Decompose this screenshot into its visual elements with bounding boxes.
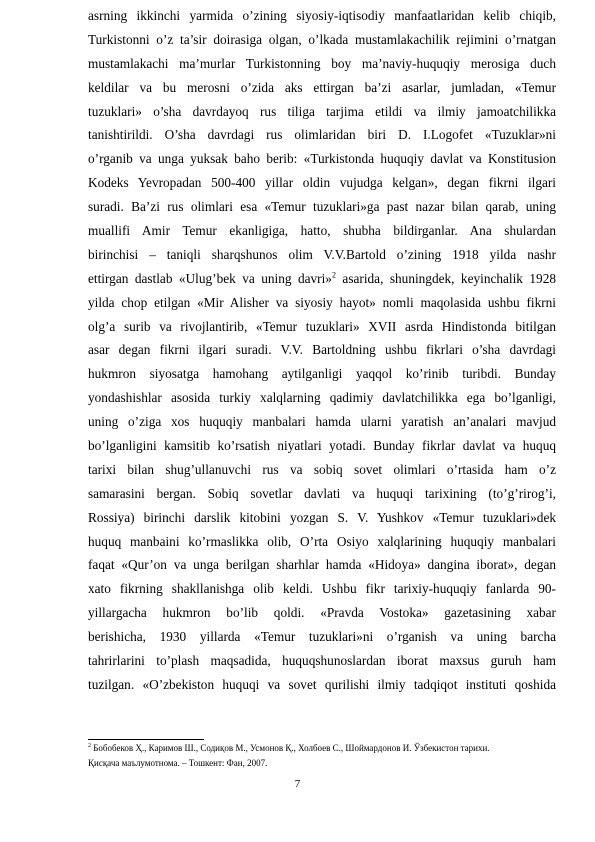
footnote-line <box>88 741 556 756</box>
footnote-number: 2 <box>88 743 91 749</box>
text-line: yondashishlar asosida turkiy xalqlarning qadimiy davlatchilikka ega bo’lganligi, <box>88 390 556 406</box>
body-text <box>88 4 556 697</box>
footnote <box>88 741 556 770</box>
footnote-divider <box>88 739 204 740</box>
text-line: muallifi Amir Temur ekanligiga, hatto, shubha bildirganlar. Ana shulardan <box>88 223 556 239</box>
text-line: bo’lganligini kamsitib ko’rsatish niyatlari yotadi. Bunday fikrlar davlat va huquq <box>88 438 556 454</box>
line-text-head: ettirgan dastlab «Ulug’bek va uning davri» <box>88 270 332 286</box>
line-text-tail: asarida, shuningdek, keyinchalik 1928 <box>335 270 556 286</box>
text-line: Rossiya) birinchi darslik kitobini yozgan S. V. Yushkov «Temur tuzuklari»dek <box>88 509 556 525</box>
text-line: samarasini bergan. Sobiq sovetlar davlati va huquqi tarixining (to’g’rirog’i, <box>88 485 556 501</box>
text-line: berishicha, 1930 yillarda «Temur tuzuklari»ni o’rganish va uning barcha <box>88 629 556 645</box>
text-line: olg’a surib va rivojlantirib, «Temur tuzuklari» XVII asrda Hindistonda bitilgan <box>88 318 556 334</box>
text-line: hukmron siyosatga hamohang aytilganligi yaqqol ko’rinib turibdi. Bunday <box>88 366 556 382</box>
text-line: asrning ikkinchi yarmida o’zining siyosiy-iqtisodiy manfaatlaridan kelib chiqib, <box>88 8 556 23</box>
text-line: yillargacha hukmron bo’lib qoldi. «Pravda Vostoka» gazetasining xabar <box>88 605 556 621</box>
text-line: Kodeks Yevropadan 500-400 yillar oldin vujudga kelgan», degan fikrni ilgari <box>88 175 556 191</box>
page-number: 7 <box>294 778 301 790</box>
text-line: asar degan fikrni ilgari suradi. V.V. Bartoldning ushbu fikrlari o’sha davrdagi <box>88 342 556 358</box>
text-line: tahrirlarini to’plash maqsadida, huquqshunoslardan iborat maxsus guruh ham <box>88 653 556 669</box>
text-line: huquq manbaini ko’rmaslikka olib, O’rta Osiyo xalqlarining huquqiy manbalari <box>88 533 556 549</box>
text-line: tuzuklari» o’sha davrdayoq rus tiliga tarjima etildi va ilmiy jamoatchilikka <box>88 103 556 119</box>
text-line: birinchisi – taniqli sharqshunos olim V.V.Bartold o’zining 1918 yilda nashr <box>88 246 556 262</box>
text-line: mustamlakachi ma’murlar Turkistonning boy ma’naviy-huquqiy merosiga duch <box>88 55 556 71</box>
text-line: tuzilgan. «O’zbekiston huquqi va sovet qurilishi ilmiy tadqiqot instituti qoshida <box>88 676 556 692</box>
text-line: xato fikrning shakllanishga olib keldi. Ushbu fikr tarixiy-huquqiy fanlarda 90- <box>88 581 556 597</box>
text-line: yilda chop etilgan «Mir Alisher va siyosiy hayot» nomli maqolasida ushbu fikrni <box>88 294 556 310</box>
text-line: suradi. Ba’zi rus olimlari esa «Temur tuzuklari»ga past nazar bilan qarab, uning <box>88 199 556 215</box>
text-line: keldilar va bu merosni o’zida aks ettirgan ba’zi asarlar, jumladan, «Temur <box>88 79 556 95</box>
footnote-line: Қисқача маълумотнома. – Тошкент: Фан, 2007. <box>88 757 268 768</box>
text-line: o’rganib va unga yuksak baho berib: «Turkistonda huquqiy davlat va Konstitusion <box>88 151 556 167</box>
text-line: tarixi bilan shug’ullanuvchi rus va sobiq sovet olimlari o’rtasida ham o’z <box>88 461 556 477</box>
text-line: faqat «Qur’on va unga berilgan sharhlar hamda «Hidoya» dangina iborat», degan <box>88 557 556 573</box>
text-line: tanishtirildi. O’sha davrdagi rus olimlaridan biri D. I.Logofet «Tuzuklar»ni <box>88 127 556 143</box>
text-line: uning o’ziga xos huquqiy manbalari hamda ularni yaratish an’analari mavjud <box>88 414 556 430</box>
text-line-with-footnote-ref <box>88 267 556 291</box>
text-line: Turkistonni o’z ta’sir doirasiga olgan, o’lkada mustamlakachilik rejimini o’rnatgan <box>88 31 556 47</box>
footnote-text: Бобобеков Ҳ., Каримов Ш., Содиқов М., Усмонов Қ., Холбоев С., Шоймардонов И. Ўзбекистон тарихи. <box>91 743 490 753</box>
footnote-reference[interactable]: 2 <box>331 270 336 280</box>
